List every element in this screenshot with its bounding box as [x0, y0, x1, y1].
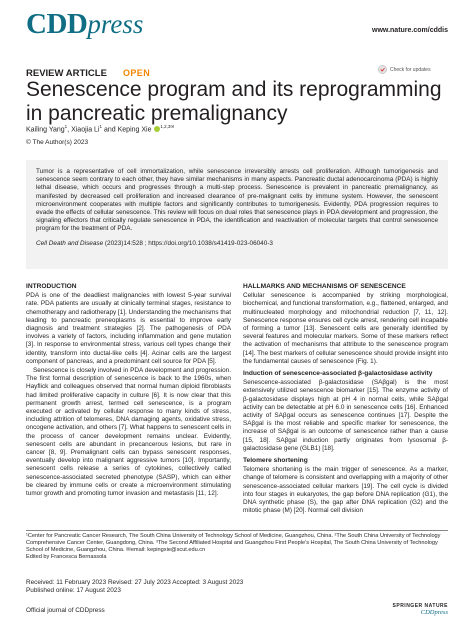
logo-cdd-text: CDD [26, 8, 88, 40]
publication-dates [26, 579, 448, 595]
check-updates-label: Check for updates [390, 66, 431, 73]
publisher-imprint: CDDpress [420, 609, 448, 616]
affiliation-text: ¹Center for Pancreatic Cancer Research, The South China University of Technology School of Medicine, Guangzhou, China. ²The South China University of Technology Comprehensive Cancer Center, Guangdong, China. ³The Second Affiliated Hospital and Guangzhou First People's Hospital, The South China University of Technology School of Medicine, Guangzhou, China. ✉email: kepingxie@scut.edu.cn [26, 533, 441, 553]
journal-url[interactable]: www.nature.com/cddis [372, 27, 448, 34]
body-paragraph: Cellular senescence is accompanied by striking morphological, biochemical, and functional transformation, e.g., flattened, enlarged, and multinucleated morphology and mitochondrial reduction [7, 11, 12]. Senescence response ensures cell cycle arrest, rendering cell incapable of forming a tumor [13]. Senescent cells are generally identified by several features and molecular markers. Some of these markers reflect the activation of mechanisms that attribute to the senescence program [14]. The best markers of cellular senescence should provide insight into the fundamental causes of senescence (Fig. 1). [243, 292, 448, 365]
body-paragraph: Telomere shortening is the main trigger of senescence. As a marker, change of telomere is consistent and overlapping with a majority of other senescence-associated cellular markers [19]. The cell cycle is divided into four stages in eukaryotes, the gap before DNA replication (G1), the DNA synthetic phase (S), the gap after DNA replication (G2) and the mitotic phase (M) [20]. Normal cell division [243, 466, 448, 515]
citation-doi[interactable]: (2023)14:528 ; https://doi.org/10.1038/s41419-023-06040-3 [103, 239, 273, 247]
publisher-name: SPRINGER NATURE [392, 603, 448, 609]
footnote-divider [26, 530, 448, 531]
check-for-updates-button[interactable] [378, 64, 448, 75]
abstract-text: Tumor is a representative of cell immortalization, while senescence irreversibly arrests cell proliferation. Although tumorigenesis and senescence seem contrary to each other, they have similar mechanisms in many aspects. Pancreatic ductal adenocarcinoma (PDA) is highly lethal disease, which occurs and progresses through a multi-step process. Senescence is prevalent in pancreatic premalignancy, as manifested by decreased cell proliferation and increased clearance of pre-malignant cells by immune system. However, the senescent microenvironment cooperates with multiple factors and significantly contributes to tumorigenesis. Evidently, PDA progression requires to evade the effects of cellular senescence. This review will focus on dual roles that senescence plays in PDA development and progression, the signaling effectors that critically regulate senescence in PDA, the identification and reactivation of molecular targets that control senescence program for the treatment of PDA. [36, 168, 438, 233]
edited-by: Edited by Francesca Bernassola [26, 554, 107, 560]
right-column [243, 283, 448, 516]
article-type: REVIEW ARTICLE [26, 68, 107, 79]
journal-logo[interactable] [26, 8, 143, 41]
author-name[interactable]: Xiaojia Li [71, 126, 100, 134]
author-name[interactable]: Kailing Yang [26, 126, 65, 134]
author-affiliation: 1 [64, 124, 68, 129]
footer-journal: Official journal of CDDpress [26, 607, 105, 614]
email-icon[interactable]: ✉ [170, 124, 175, 129]
author-list: Kailing Yang$^1$, Xiaojia Li$^1$ and Keping Xie $^{1,2,3✉}$ [26, 124, 175, 134]
author-affiliation: 1 [99, 124, 103, 129]
subsection-heading: Induction of senescence-associated β-galactosidase activity [243, 370, 433, 378]
article-title: Senescence program and its reprogramming in pancreatic premalignancy [26, 78, 442, 125]
author-name[interactable]: Keping Xie [117, 126, 152, 134]
journal-header [26, 8, 448, 48]
abstract-box [26, 160, 448, 269]
open-access-badge: OPEN [123, 68, 151, 78]
body-paragraph: Senescence-associated β-galactosidase (SAβgal) is the most extensively utilized senescence biomarker [15]. The enzyme activity of β-galactosidase displays high at pH 4 in normal cells, while SAβgal activity can be detectable at pH 6.0 in senescence cells [16]. Enhanced activity of SAβgal occurs as senescence continues [17]. Despite the SAβgal is the most reliable and specific marker for senescence, the increase of SAβgal is an outcome of senescence rather than a cause [15, 18]. SAβgal induction partly originates from lysosomal β-galactosidase gene (GLB1) [18]. [243, 379, 448, 452]
citation-journal: Cell Death and Disease [36, 239, 104, 247]
affiliations [26, 533, 448, 561]
check-updates-icon [378, 65, 387, 74]
left-column [26, 283, 231, 499]
logo-press-text: press [87, 9, 144, 39]
published-date: Published online: 17 August 2023 [26, 587, 121, 594]
body-paragraph: Senescence is closely involved in PDA development and progression. The first formal description of senescence is back to the 1960s, when Hayflick and colleagues observed that normal human diploid fibroblasts had limited proliferative capacity in culture [6]. It is now clear that this permanent growth arrest, termed cell senescence, is a program executed or activated by cellular response to many kinds of stress, including attrition of telomeres, DNA damaging agents, oxidative stress, oncogene activation, and others [7]. What happens to senescent cells in the process of cancer development remains unclear. Evidently, senescent cells are abundant in precancerous lesions, but rare in cancer [8, 9]. Premalignant cells can bypass senescent responses, eventually develop into malignant aggressive tumors [10]. Importantly, senescent cells release a series of cytokines, collectively called senescence-associated secreted phenotype (SASP), which can either be cleared by immune cells or create a microenvironment stimulating tumor growth and promoting tumor invasion and metastasis [11, 12]. [26, 367, 231, 498]
publisher-logo [393, 603, 448, 616]
section-heading-hallmarks: HALLMARKS AND MECHANISMS OF SENESCENCE [243, 283, 406, 290]
citation-line [36, 240, 438, 247]
author-affiliation: 1,2,3 [160, 124, 171, 129]
section-heading-introduction: INTRODUCTION [26, 283, 77, 290]
received-dates: Received: 11 February 2023 Revised: 27 July 2023 Accepted: 3 August 2023 [26, 579, 244, 586]
body-paragraph: PDA is one of the deadliest malignancies with lowest 5-year survival rate. PDA patients are usually at clinically terminal stages, resistance to chemotherapy and radiotherapy [1]. Understanding the mechanisms that leading to pancreatic preneoplasms is essential to improve early diagnosis and treatment strategies [2]. The pathogenesis of PDA involves a variety of factors, including inflammation and gene mutation [3]. In response to environmental stress, various cell types change their identity, transform into ductal-like cells [4]. Acinar cells are the largest component of pancreas, and a predominant cell source for PDA [5]. [26, 292, 231, 365]
copyright-notice: © The Author(s) 2023 [26, 139, 89, 146]
subsection-heading: Telomere shortening [243, 457, 308, 465]
